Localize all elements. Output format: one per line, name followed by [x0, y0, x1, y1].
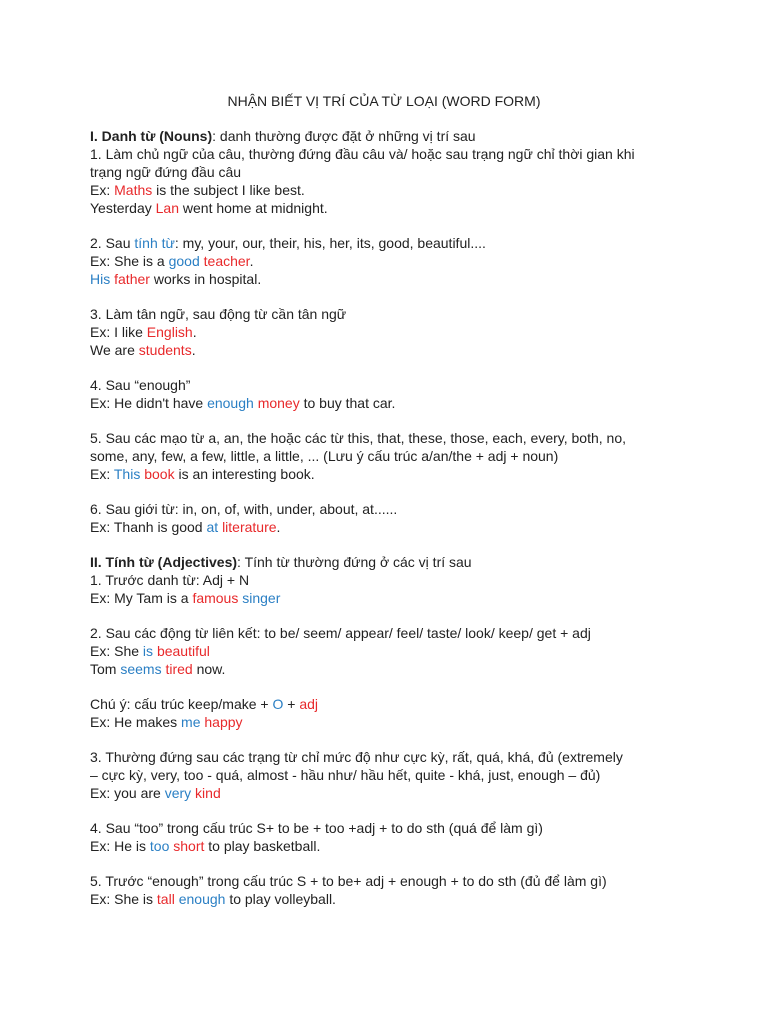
- text-line: [90, 447, 690, 465]
- noun-rule-block: [90, 305, 690, 359]
- highlighted-word: father: [114, 271, 150, 287]
- text-run: works in hospital.: [149, 271, 262, 287]
- marker-word: good: [168, 253, 200, 269]
- text-line: [90, 341, 690, 359]
- text-run: : my, your, our, their, his, her, its, good, beautiful....: [174, 235, 486, 251]
- marker-word: His: [90, 271, 111, 287]
- text-run: 5. Trước “enough” trong cấu trúc S + to be+ adj + enough + to do sth (đủ để làm gì): [90, 873, 607, 889]
- highlighted-word: students: [138, 342, 192, 358]
- text-run: to buy that car.: [299, 395, 396, 411]
- noun-rule-block: [90, 234, 690, 288]
- text-run: Chú ý: cấu trúc keep/make +: [90, 696, 273, 712]
- text-run: Ex: you are: [90, 785, 165, 801]
- paragraph-gap: [90, 802, 690, 819]
- text-line: [90, 305, 690, 323]
- marker-word: tính từ: [134, 235, 175, 251]
- section-heading: I. Danh từ (Nouns): [90, 128, 213, 144]
- text-run: 4. Sau “too” trong cấu trúc S+ to be + too +adj + to do sth (quá để làm gì): [90, 820, 543, 836]
- marker-word: This: [113, 466, 141, 482]
- text-run: Ex: She: [90, 643, 143, 659]
- text-run: Ex:: [90, 182, 115, 198]
- marker-word: at: [206, 519, 219, 535]
- text-run: 3. Làm tân ngữ, sau động từ cần tân ngữ: [90, 306, 347, 322]
- text-line: [90, 872, 690, 890]
- marker-word: enough: [207, 395, 254, 411]
- noun-rule-block: [90, 376, 690, 412]
- marker-word: very: [164, 785, 192, 801]
- text-run: Tom: [90, 661, 121, 677]
- text-run: : danh thường được đặt ở những vị trí sau: [212, 128, 476, 144]
- text-run: .: [276, 519, 281, 535]
- section-heading: II. Tính từ (Adjectives): [90, 554, 238, 570]
- highlighted-word: kind: [195, 785, 221, 801]
- text-line: [90, 429, 690, 447]
- text-line: [90, 199, 690, 217]
- highlighted-word: Maths: [114, 182, 153, 198]
- text-run: +: [283, 696, 300, 712]
- text-line: [90, 766, 690, 784]
- text-line: [90, 624, 690, 642]
- noun-rule-block: [90, 127, 690, 217]
- text-line: [90, 660, 690, 678]
- highlighted-word: English: [146, 324, 193, 340]
- text-line: [90, 145, 690, 163]
- noun-rule-block: [90, 429, 690, 483]
- text-line: [90, 518, 690, 536]
- marker-word: too: [149, 838, 170, 854]
- paragraph-gap: [90, 855, 690, 872]
- text-line: [90, 500, 690, 518]
- text-run: Ex: Thanh is good: [90, 519, 207, 535]
- text-run: 1. Trước danh từ: Adj + N: [90, 572, 250, 588]
- paragraph-gap: [90, 678, 690, 695]
- text-run: .: [191, 342, 196, 358]
- text-line: [90, 819, 690, 837]
- text-run: 6. Sau giới từ: in, on, of, with, under, about, at......: [90, 501, 398, 517]
- adjective-rule-block: [90, 872, 690, 908]
- text-line: [90, 748, 690, 766]
- text-run: Ex: He didn't have: [90, 395, 208, 411]
- text-run: 1. Làm chủ ngữ của câu, thường đứng đầu câu và/ hoặc sau trạng ngữ chỉ thời gian khi: [90, 146, 635, 162]
- text-line: [90, 163, 690, 181]
- text-line: [90, 553, 690, 571]
- text-run: 2. Sau: [90, 235, 135, 251]
- text-line: [90, 323, 690, 341]
- text-line: [90, 589, 690, 607]
- paragraph-gap: [90, 483, 690, 500]
- text-run: 3. Thường đứng sau các trạng từ chỉ mức độ như cực kỳ, rất, quá, khá, đủ (extremely: [90, 749, 623, 765]
- marker-word: seems: [120, 661, 162, 677]
- text-run: Ex:: [90, 466, 114, 482]
- text-run: 2. Sau các động từ liên kết: to be/ seem/ appear/ feel/ taste/ look/ keep/ get + adj: [90, 625, 591, 641]
- paragraph-gap: [90, 731, 690, 748]
- text-run: Ex: I like: [90, 324, 147, 340]
- text-line: [90, 234, 690, 252]
- text-line: [90, 376, 690, 394]
- adjective-rule-block: [90, 553, 690, 607]
- text-run: is the subject I like best.: [152, 182, 305, 198]
- highlighted-word: tall: [156, 891, 175, 907]
- text-line: [90, 713, 690, 731]
- text-run: Ex: My Tam is a: [90, 590, 193, 606]
- text-run: .: [192, 324, 197, 340]
- highlighted-word: book: [144, 466, 175, 482]
- highlighted-word: literature: [222, 519, 277, 535]
- paragraph-gap: [90, 607, 690, 624]
- text-line: [90, 695, 690, 713]
- text-line: [90, 394, 690, 412]
- text-run: some, any, few, a few, little, a little, ... (Lưu ý cấu trúc a/an/the + adj + noun): [90, 448, 559, 464]
- highlighted-word: Lan: [155, 200, 179, 216]
- paragraph-gap: [90, 412, 690, 429]
- text-line: [90, 837, 690, 855]
- highlighted-word: beautiful: [156, 643, 210, 659]
- highlighted-word: famous: [192, 590, 239, 606]
- paragraph-gap: [90, 359, 690, 376]
- adjective-rule-block: [90, 819, 690, 855]
- text-line: [90, 270, 690, 288]
- highlighted-word: money: [257, 395, 300, 411]
- adjective-rule-block: [90, 695, 690, 731]
- text-line: [90, 127, 690, 145]
- text-run: Ex: He is: [90, 838, 150, 854]
- highlighted-word: teacher: [203, 253, 250, 269]
- text-run: Ex: He makes: [90, 714, 182, 730]
- paragraph-gap: [90, 288, 690, 305]
- text-run: Ex: She is: [90, 891, 157, 907]
- noun-rule-block: [90, 500, 690, 536]
- document-body: [90, 127, 690, 908]
- marker-word: me: [181, 714, 201, 730]
- marker-word: enough: [178, 891, 226, 907]
- text-run: now.: [192, 661, 226, 677]
- text-run: We are: [90, 342, 139, 358]
- highlighted-word: short: [173, 838, 205, 854]
- text-run: – cực kỳ, very, too - quá, almost - hầu như/ hầu hết, quite - khá, just, enough – đủ): [90, 767, 601, 783]
- text-line: [90, 465, 690, 483]
- section-gap: [90, 536, 690, 553]
- text-line: [90, 642, 690, 660]
- highlighted-word: adj: [299, 696, 319, 712]
- text-run: 5. Sau các mạo từ a, an, the hoặc các từ this, that, these, those, each, every, both, no,: [90, 430, 627, 446]
- marker-word: is: [142, 643, 154, 659]
- highlighted-word: happy: [204, 714, 243, 730]
- text-run: Yesterday: [90, 200, 156, 216]
- text-run: : Tính từ thường đứng ở các vị trí sau: [237, 554, 472, 570]
- adjective-rule-block: [90, 748, 690, 802]
- highlighted-word: tired: [165, 661, 193, 677]
- text-run: 4. Sau “enough”: [90, 377, 191, 393]
- text-line: [90, 181, 690, 199]
- page-title: NHẬN BIẾT VỊ TRÍ CỦA TỪ LOẠI (WORD FORM): [227, 93, 541, 109]
- text-run: is an interesting book.: [174, 466, 315, 482]
- marker-word: O: [272, 696, 284, 712]
- text-run: went home at midnight.: [179, 200, 328, 216]
- paragraph-gap: [90, 217, 690, 234]
- text-run: .: [249, 253, 254, 269]
- text-line: [90, 784, 690, 802]
- text-line: [90, 571, 690, 589]
- text-run: trạng ngữ đứng đầu câu: [90, 164, 242, 180]
- text-run: to play basketball.: [204, 838, 321, 854]
- text-run: to play volleyball.: [225, 891, 336, 907]
- text-line: [90, 252, 690, 270]
- text-run: Ex: She is a: [90, 253, 169, 269]
- adjective-rule-block: [90, 624, 690, 678]
- text-line: [90, 890, 690, 908]
- marker-word: singer: [242, 590, 281, 606]
